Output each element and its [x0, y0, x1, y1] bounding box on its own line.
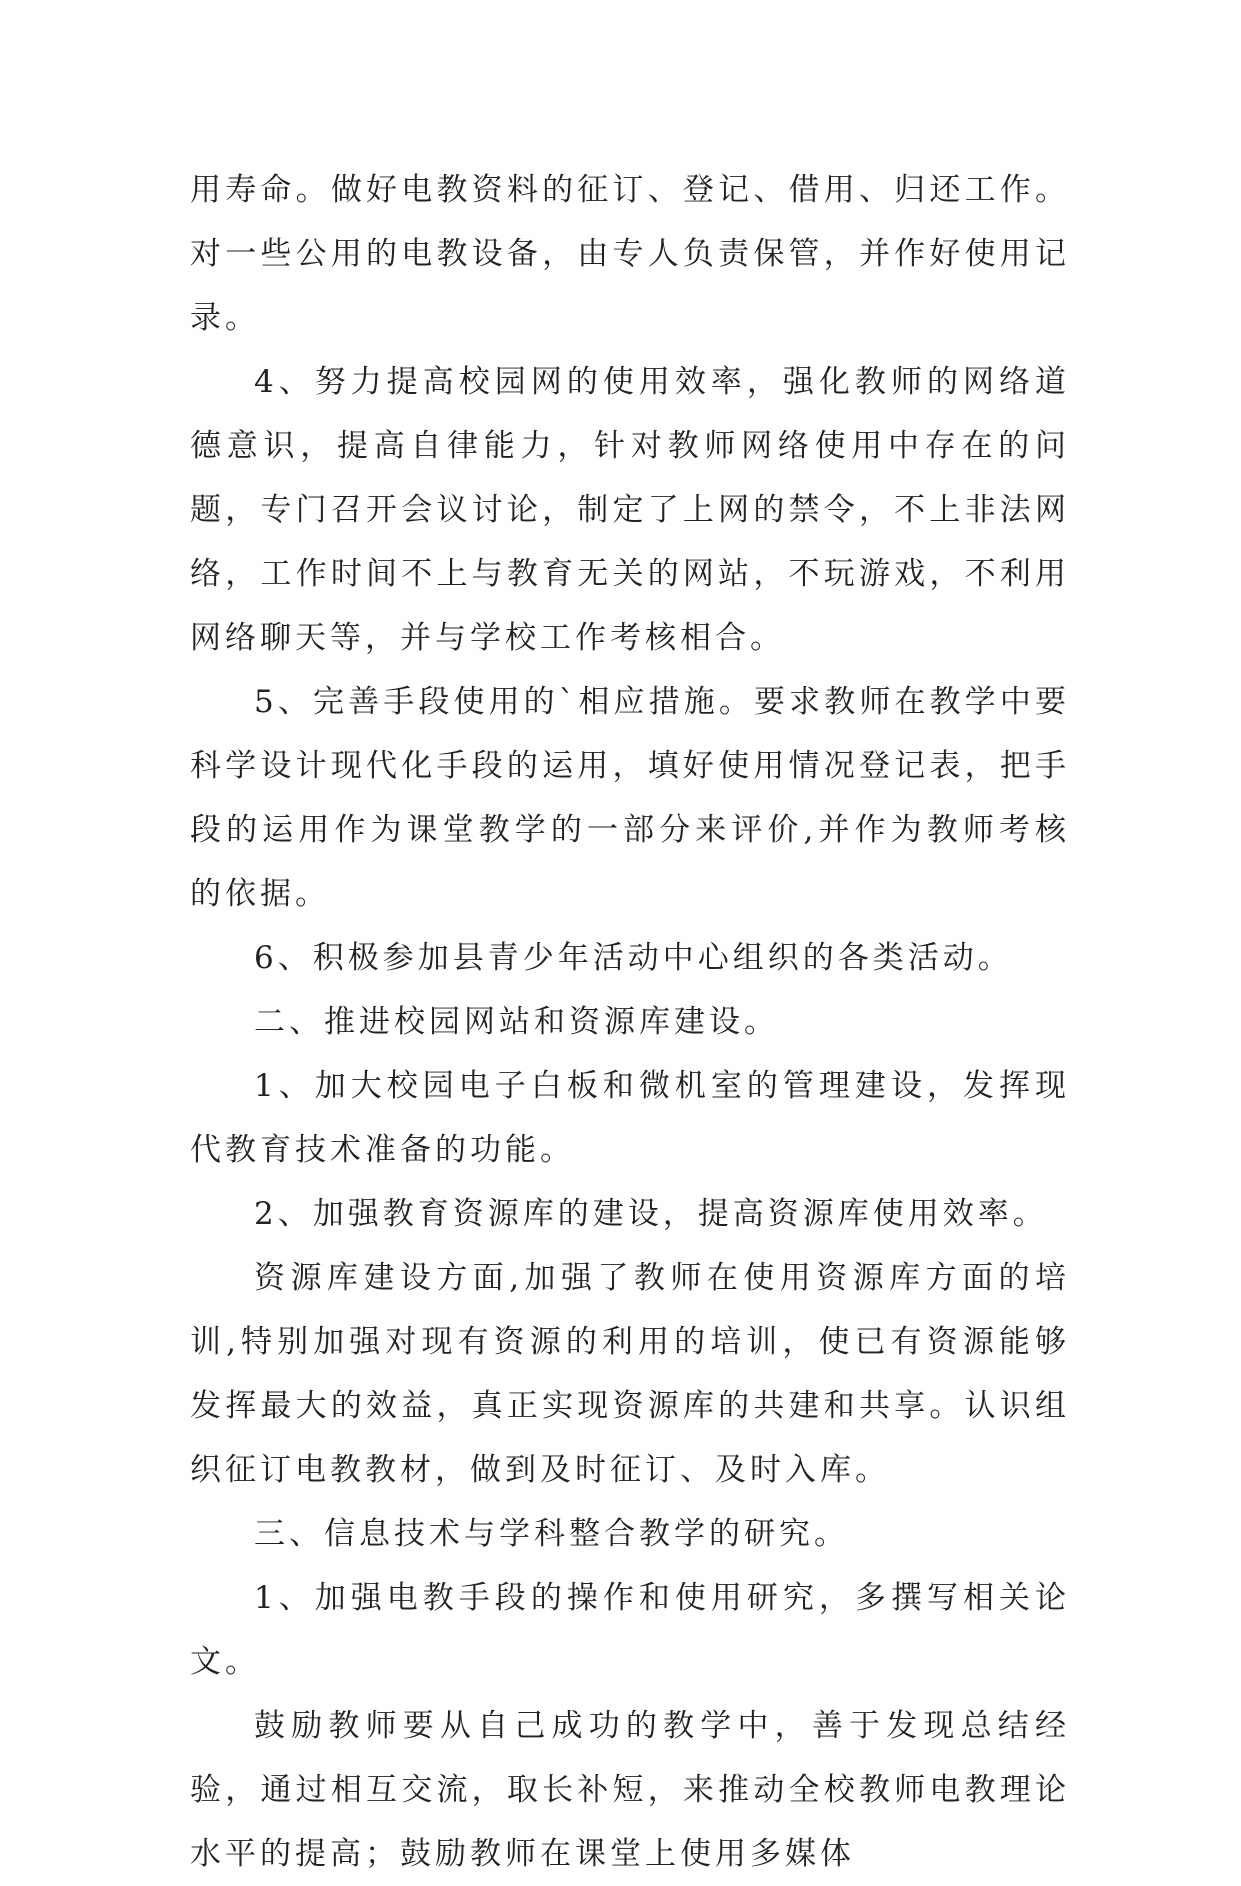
paragraph: 2、加强教育资源库的建设，提高资源库使用效率。: [254, 1196, 1048, 1232]
paragraph: 1、加强电教手段的操作和使用研究，多撰写相关论文。: [190, 1580, 1070, 1680]
document-body: [190, 158, 1070, 1886]
paragraph: 鼓励教师要从自己成功的教学中，善于发现总结经验，通过相互交流，取长补短，来推动全校教师电教理论水平的提高；鼓励教师在课堂上使用多媒体: [190, 1708, 1070, 1872]
paragraph: 5、完善手段使用的`相应措施。要求教师在教学中要科学设计现代化手段的运用，填好使用情况登记表，把手段的运用作为课堂教学的一部分来评价,并作为教师考核的依据。: [190, 684, 1070, 912]
paragraph: 6、积极参加县青少年活动中心组织的各类活动。: [254, 940, 1013, 976]
section-heading: 二、推进校园网站和资源库建设。: [254, 1004, 779, 1040]
paragraph: 资源库建设方面,加强了教师在使用资源库方面的培训,特别加强对现有资源的利用的培训，使已有资源能够发挥最大的效益，真正实现资源库的共建和共享。认识组织征订电教教材，做到及时征订、及时入库。: [190, 1260, 1070, 1488]
section-heading: 三、信息技术与学科整合教学的研究。: [254, 1516, 849, 1552]
paragraph: 1、加大校园电子白板和微机室的管理建设，发挥现代教育技术准备的功能。: [190, 1068, 1070, 1168]
paragraph: 4、努力提高校园网的使用效率，强化教师的网络道德意识，提高自律能力，针对教师网络使用中存在的问题，专门召开会议讨论，制定了上网的禁令，不上非法网络，工作时间不上与教育无关的网站，不玩游戏，不利用网络聊天等，并与学校工作考核相合。: [190, 364, 1070, 656]
paragraph: 用寿命。做好电教资料的征订、登记、借用、归还工作。对一些公用的电教设备，由专人负责保管，并作好使用记录。: [190, 172, 1070, 336]
